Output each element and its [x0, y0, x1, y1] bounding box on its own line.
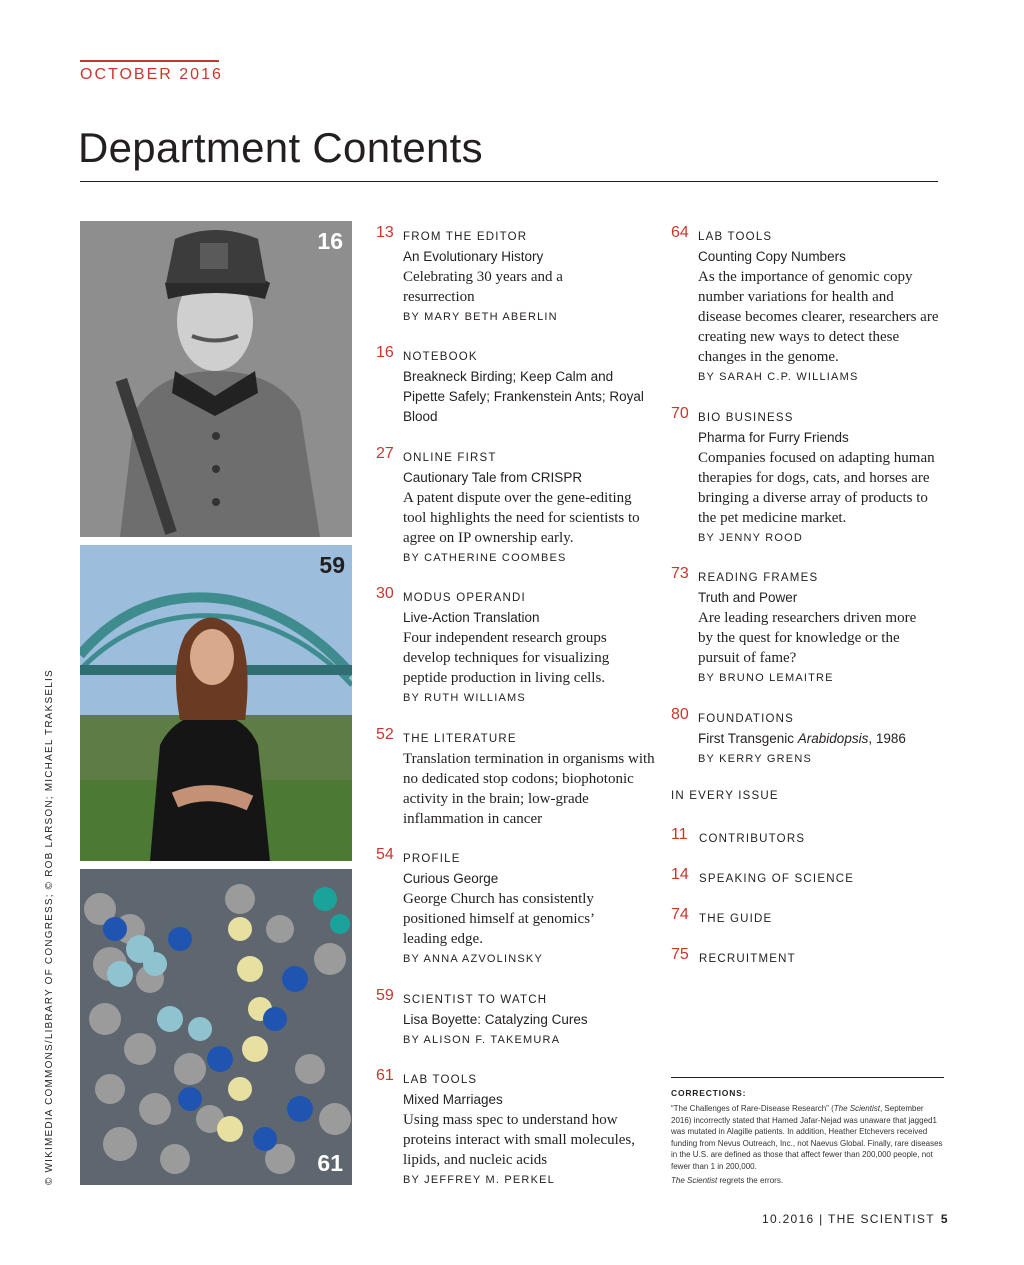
title-rule: [80, 181, 938, 182]
entry-department: SCIENTIST TO WATCH: [403, 994, 548, 1006]
corrections-text-post: , September 2016) incorrectly stated that Hamed Jafar-Nejad was unaware that jagged1 was mutated in Alagille patients. In addition, Heather Etchevers received funding from Nevus Outreach, Inc., not Naevus Global. Finally, rare diseases in the U.S. are defined as those that affect fewer than 200,000 people, not fewer than 1 in 200,000.: [671, 1104, 943, 1171]
corrections-text: [671, 1103, 943, 1172]
entry-description: A patent dispute over the gene-editing tool highlights the need for scientists to agree on IP ownership early.: [403, 490, 640, 546]
toc-entry[interactable]: [376, 1067, 643, 1190]
entry-byline: BY MARY BETH ABERLIN: [403, 311, 558, 323]
entry-byline: BY JEFFREY M. PERKEL: [403, 1174, 555, 1186]
entry-byline: BY ALISON F. TAKEMURA: [403, 1034, 561, 1046]
entry-title: Live-Action Translation: [403, 610, 540, 625]
issue-date: OCTOBER 2016: [80, 66, 223, 83]
entry-page-number: 64: [671, 224, 689, 241]
entry-title: Pharma for Furry Friends: [698, 430, 849, 445]
every-issue-item[interactable]: [671, 946, 796, 968]
photo-molecule-spheres: [80, 869, 352, 1185]
corrections-regret: [671, 1176, 783, 1185]
entry-department: ONLINE FIRST: [403, 452, 497, 464]
entry-page-number: 80: [671, 706, 689, 723]
officer-portrait-illustration: [80, 221, 352, 537]
entry-title: Truth and Power: [698, 590, 798, 605]
every-issue-label: SPEAKING OF SCIENCE: [699, 873, 855, 885]
entry-page-number: 16: [376, 344, 394, 361]
photo-credit: © WIKIMEDIA COMMONS/LIBRARY OF CONGRESS; © ROB LARSON; MICHAEL TRAKSELIS: [44, 669, 55, 1185]
toc-entry[interactable]: [671, 706, 906, 769]
entry-title: An Evolutionary History: [403, 249, 544, 264]
entry-department: MODUS OPERANDI: [403, 592, 526, 604]
corrections-regret-italic: The Scientist: [671, 1176, 718, 1185]
entry-title: [698, 729, 906, 749]
every-issue-page-number: 74: [671, 906, 689, 923]
entry-department: NOTEBOOK: [403, 351, 478, 363]
entry-title: Mixed Marriages: [403, 1092, 503, 1107]
toc-entry[interactable]: [376, 726, 658, 829]
toc-entry[interactable]: [376, 344, 648, 427]
entry-page-number: 52: [376, 726, 394, 743]
toc-entry[interactable]: [376, 846, 628, 969]
entry-page-number: 27: [376, 445, 394, 462]
toc-entry[interactable]: [376, 445, 658, 568]
page-number: 5: [940, 1212, 948, 1226]
every-issue-page-number: 75: [671, 946, 689, 963]
corrections-regret-post: regrets the errors.: [717, 1176, 784, 1185]
page-title: Department Contents: [78, 124, 483, 171]
every-issue-page-number: 14: [671, 866, 689, 883]
corrections-rule: [671, 1077, 944, 1078]
entry-byline: BY ANNA AZVOLINSKY: [403, 953, 544, 965]
entry-page-number: 54: [376, 846, 394, 863]
corrections-heading: CORRECTIONS:: [671, 1088, 747, 1098]
photo-woman-bridge: [80, 545, 352, 861]
entry-page-number: 30: [376, 585, 394, 602]
entry-department: FOUNDATIONS: [698, 713, 795, 725]
toc-entry[interactable]: [376, 987, 588, 1050]
entry-description: Translation termination in organisms with no dedicated stop codons; biophotonic activity in the brain; low-grade inflammation in cancer: [403, 751, 655, 827]
entry-department: THE LITERATURE: [403, 733, 517, 745]
every-issue-heading: IN EVERY ISSUE: [671, 790, 779, 802]
entry-description: As the importance of genomic copy number variations for health and disease becomes clearer, researchers are creating new ways to detect these changes in the genome.: [698, 269, 939, 365]
toc-entry[interactable]: [671, 565, 923, 688]
woman-bridge-illustration: [80, 545, 352, 861]
footer-text: 10.2016 | THE SCIENTIST: [762, 1212, 935, 1226]
every-issue-page-number: 11: [671, 826, 688, 843]
entry-title: Counting Copy Numbers: [698, 249, 846, 264]
corrections-text-pre: “The Challenges of Rare-Disease Research” (: [671, 1104, 834, 1113]
every-issue-item[interactable]: [671, 906, 773, 928]
photo-officer-portrait: [80, 221, 352, 537]
entry-description: Celebrating 30 years and a resurrection: [403, 269, 563, 305]
entry-title-post: , 1986: [868, 731, 906, 746]
entry-department: FROM THE EDITOR: [403, 231, 528, 243]
entry-description: Using mass spec to understand how proteins interact with small molecules, lipids, and nucleic acids: [403, 1112, 636, 1168]
toc-entry[interactable]: [376, 224, 603, 327]
toc-entry[interactable]: [671, 405, 946, 548]
entry-title: Lisa Boyette: Catalyzing Cures: [403, 1012, 588, 1027]
entry-description: Companies focused on adapting human therapies for dogs, cats, and horses are bringing a diverse array of products to the pet medicine market.: [698, 450, 935, 526]
entry-title-italic: Arabidopsis: [797, 731, 869, 746]
entry-byline: BY RUTH WILLIAMS: [403, 692, 526, 704]
molecule-spheres-illustration: [80, 869, 352, 1185]
every-issue-item[interactable]: [671, 866, 855, 888]
page-footer: [762, 1212, 948, 1226]
toc-entry[interactable]: [671, 224, 940, 387]
entry-byline: BY KERRY GRENS: [698, 753, 813, 765]
every-issue-item[interactable]: [671, 826, 806, 848]
entry-page-number: 70: [671, 405, 689, 422]
entry-department: LAB TOOLS: [403, 1074, 478, 1086]
entry-department: LAB TOOLS: [698, 231, 773, 243]
entry-title-pre: First Transgenic: [698, 731, 798, 746]
entry-department: PROFILE: [403, 853, 461, 865]
entry-byline: BY CATHERINE COOMBES: [403, 552, 567, 564]
every-issue-label: THE GUIDE: [699, 913, 773, 925]
entry-department: READING FRAMES: [698, 572, 819, 584]
photo-page-number: 61: [317, 1150, 343, 1176]
entry-description: George Church has consistently positioned himself at genomics’ leading edge.: [403, 891, 594, 947]
entry-page-number: 13: [376, 224, 394, 241]
entry-byline: BY BRUNO LEMAITRE: [698, 672, 834, 684]
entry-title: Cautionary Tale from CRISPR: [403, 470, 583, 485]
every-issue-label: RECRUITMENT: [699, 953, 796, 965]
photo-page-number: 16: [317, 228, 343, 254]
entry-page-number: 61: [376, 1067, 394, 1084]
entry-byline: BY SARAH C.P. WILLIAMS: [698, 371, 859, 383]
entry-page-number: 73: [671, 565, 689, 582]
entry-byline: BY JENNY ROOD: [698, 532, 804, 544]
photo-page-number: 59: [319, 552, 345, 578]
corrections-text-italic: The Scientist: [833, 1104, 880, 1113]
entry-page-number: 59: [376, 987, 394, 1004]
entry-title: Breakneck Birding; Keep Calm and Pipette Safely; Frankenstein Ants; Royal Blood: [403, 369, 644, 424]
entry-title: Curious George: [403, 871, 499, 886]
toc-entry[interactable]: [376, 585, 643, 708]
entry-description: Four independent research groups develop techniques for visualizing peptide production in living cells.: [403, 630, 610, 686]
entry-department: BIO BUSINESS: [698, 412, 794, 424]
issue-date-rule: [80, 60, 219, 62]
entry-description: Are leading researchers driven more by the quest for knowledge or the pursuit of fame?: [698, 610, 917, 666]
every-issue-label: CONTRIBUTORS: [699, 833, 806, 845]
